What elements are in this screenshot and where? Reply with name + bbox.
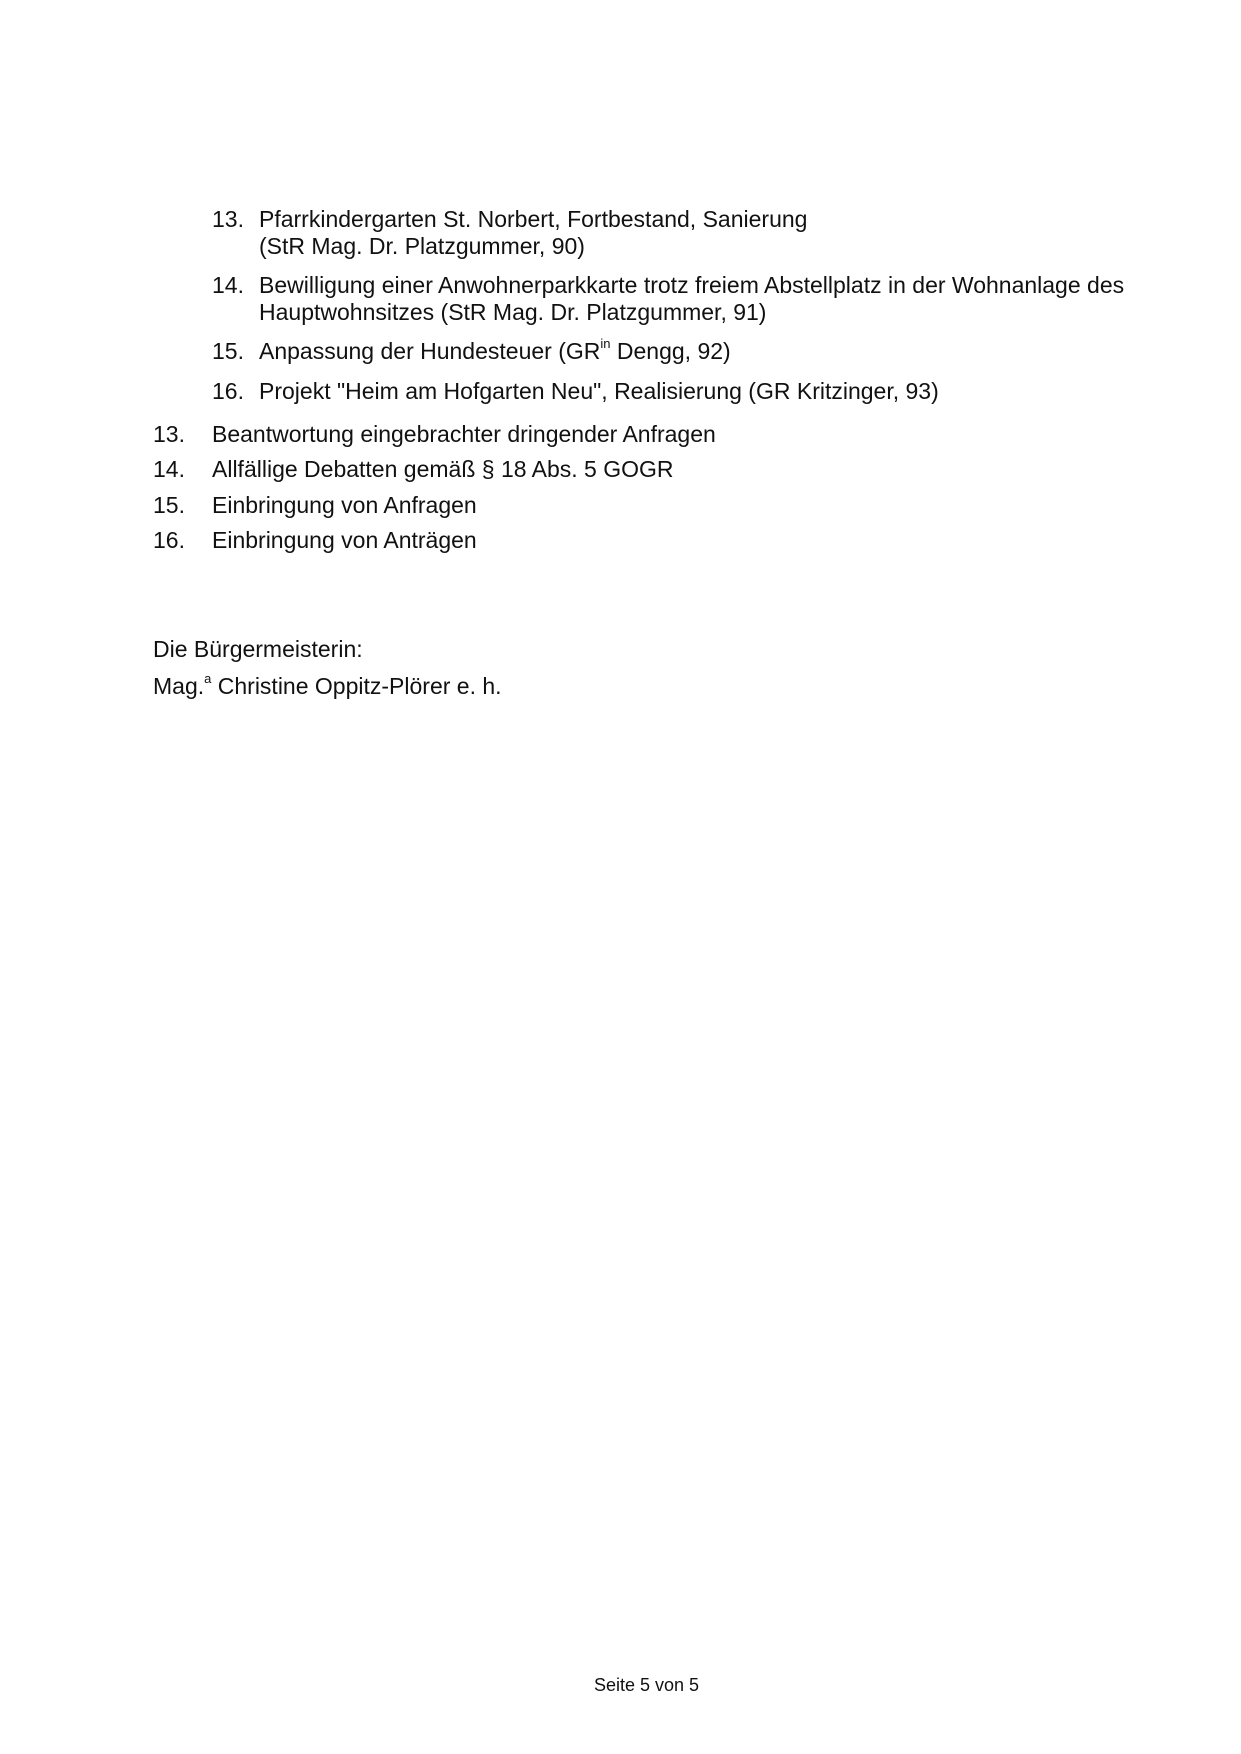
item-number: 16. bbox=[153, 527, 185, 553]
item-text-line: (StR Mag. Dr. Platzgummer, 90) bbox=[259, 233, 585, 259]
superscript: a bbox=[204, 671, 212, 687]
item-text: Beantwortung eingebrachter dringender Anfragen bbox=[212, 421, 716, 447]
item-text-line: Projekt "Heim am Hofgarten Neu", Realisierung (GR Kritzinger, 93) bbox=[259, 378, 939, 404]
item-number: 15. bbox=[153, 492, 185, 518]
item-number: 13. bbox=[153, 421, 185, 447]
signature-name bbox=[153, 673, 502, 700]
item-text-part: Dengg, 92) bbox=[610, 338, 731, 364]
item-number: 15. bbox=[212, 338, 244, 364]
item-text-part: Anpassung der Hundesteuer (GR bbox=[259, 338, 601, 364]
item-number: 16. bbox=[212, 378, 244, 404]
item-number: 13. bbox=[212, 206, 244, 232]
item-number: 14. bbox=[153, 456, 185, 482]
page-footer: Seite 5 von 5 bbox=[593, 1675, 700, 1695]
item-text: Allfällige Debatten gemäß § 18 Abs. 5 GOGR bbox=[212, 456, 674, 482]
signature-role: Die Bürgermeisterin: bbox=[153, 636, 363, 662]
item-text bbox=[259, 272, 1159, 326]
item-text-line: Pfarrkindergarten St. Norbert, Fortbestand, Sanierung bbox=[259, 206, 808, 232]
signature-person: Christine Oppitz-Plörer e. h. bbox=[211, 673, 502, 699]
signature-title: Mag. bbox=[153, 673, 205, 699]
item-text bbox=[259, 206, 1159, 260]
superscript: in bbox=[600, 336, 611, 352]
item-text-line: Bewilligung einer Anwohnerparkkarte trotz freiem Abstellplatz in der Wohnanlage des bbox=[259, 272, 1125, 298]
item-text: Einbringung von Anträgen bbox=[212, 527, 477, 553]
item-text bbox=[259, 378, 1159, 405]
item-text-line: Hauptwohnsitzes (StR Mag. Dr. Platzgummer, 91) bbox=[259, 299, 767, 325]
item-number: 14. bbox=[212, 272, 244, 298]
item-text bbox=[259, 338, 1159, 365]
item-text: Einbringung von Anfragen bbox=[212, 492, 477, 518]
